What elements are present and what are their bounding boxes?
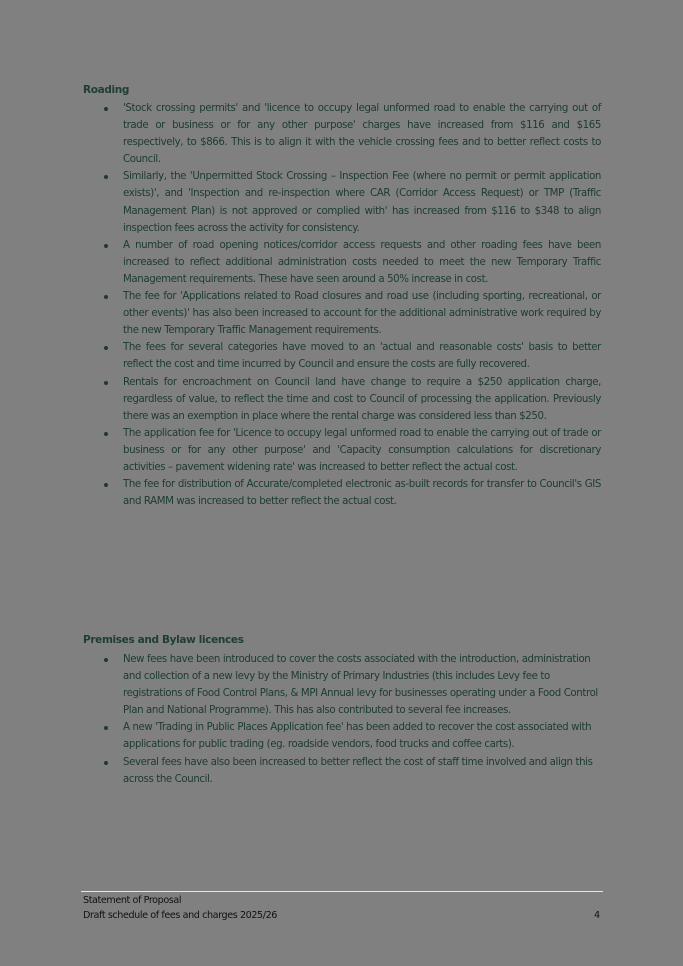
list-item: [83, 237, 601, 288]
list-item: [83, 288, 601, 339]
list-item-text: 'Stock crossing permits' and 'licence to occupy legal unformed road to enable the carrying out of trade or business or for any other purpose' charges have increased from $116 and $165 respectively, to $866. This is to align it with the vehicle crossing fees and to better reflect costs to Council.: [123, 103, 601, 166]
footer-divider: [81, 891, 603, 892]
bullet-icon: [104, 175, 108, 179]
list-item: [83, 754, 601, 788]
list-item-text: Rentals for encroachment on Council land have change to require a $250 application charge, regardless of value, to reflect the time and cost to Council of processing the application. Previously there was an exemption in place where the rental charge was considered less than $250.: [123, 376, 601, 422]
bullet-icon: [104, 346, 108, 350]
bullet-icon: [104, 483, 108, 487]
bullet-icon: [104, 761, 108, 765]
section-title-premises-bylaw: Premises and Bylaw licences: [83, 634, 244, 646]
footer-document-title: Draft schedule of fees and charges 2025/26: [83, 910, 278, 921]
list-item: [83, 100, 601, 168]
list-item-text: The fee for distribution of Accurate/completed electronic as-built records for transfer to Council's GIS and RAMM was increased to better reflect the actual cost.: [123, 479, 601, 508]
list-item-text: A number of road opening notices/corridor access requests and other roading fees have been increased to reflect additional administration costs needed to meet the new Temporary Traffic Management requirements. These have seen around a 50% increase in cost.: [123, 239, 601, 285]
bullet-icon: [104, 432, 108, 436]
premises-bullet-list: [83, 651, 601, 788]
list-item-text: The fees for several categories have moved to an 'actual and reasonable costs' basis to better reflect the cost and time incurred by Council and ensure the costs are fully recovered.: [123, 342, 601, 371]
bullet-icon: [104, 726, 108, 730]
list-item-text: Similarly, the 'Unpermitted Stock Crossing – Inspection Fee (where no permit or permit application exists)', and 'Inspection and re-inspection where CAR (Corridor Access Request) or TMP (Traffic Management Plan) is not approved or complied with' has increased from $116 to $348 to align inspection fees across the activity for consistency.: [123, 171, 601, 234]
list-item-text: Several fees have also been increased to better reflect the cost of staff time involved and align this across the Council.: [123, 756, 593, 785]
bullet-icon: [104, 244, 108, 248]
list-item: [83, 425, 601, 476]
list-item: [83, 374, 601, 425]
list-item-text: The fee for 'Applications related to Road closures and road use (including sporting, recreational, or other events)' has also been increased to account for the additional administrative work required by the new Temporary Traffic Management requirements.: [123, 291, 601, 337]
bullet-icon: [104, 658, 108, 662]
bullet-icon: [104, 295, 108, 299]
list-item-text: New fees have been introduced to cover the costs associated with the introduction, administration and collection of a new levy by the Ministry of Primary Industries (this includes Levy fee to registrations of Food Control Plans, & MPI Annual levy for businesses operating under a Food Control Plan and National Programme). This has also contributed to several fee increases.: [123, 654, 598, 717]
section-title-roading: Roading: [83, 84, 130, 96]
list-item: [83, 339, 601, 373]
bullet-icon: [104, 381, 108, 385]
list-item-text: A new 'Trading in Public Places Application fee' has been added to recover the cost associated with applications for public trading (eg. roadside vendors, food trucks and coffee carts).: [123, 722, 592, 751]
list-item: [83, 168, 601, 236]
footer-document-type: Statement of Proposal: [83, 895, 182, 906]
roading-bullet-list: [83, 100, 601, 510]
list-item: [83, 651, 601, 719]
bullet-icon: [104, 107, 108, 111]
list-item: [83, 476, 601, 510]
list-item-text: The application fee for 'Licence to occupy legal unformed road to enable the carrying out of trade or business or for any other purpose' and 'Capacity consumption calculations for discretionary activities – pavement widening rate' was increased to better reflect the actual cost.: [123, 427, 601, 473]
list-item: [83, 719, 601, 753]
page-number: 4: [594, 910, 601, 921]
